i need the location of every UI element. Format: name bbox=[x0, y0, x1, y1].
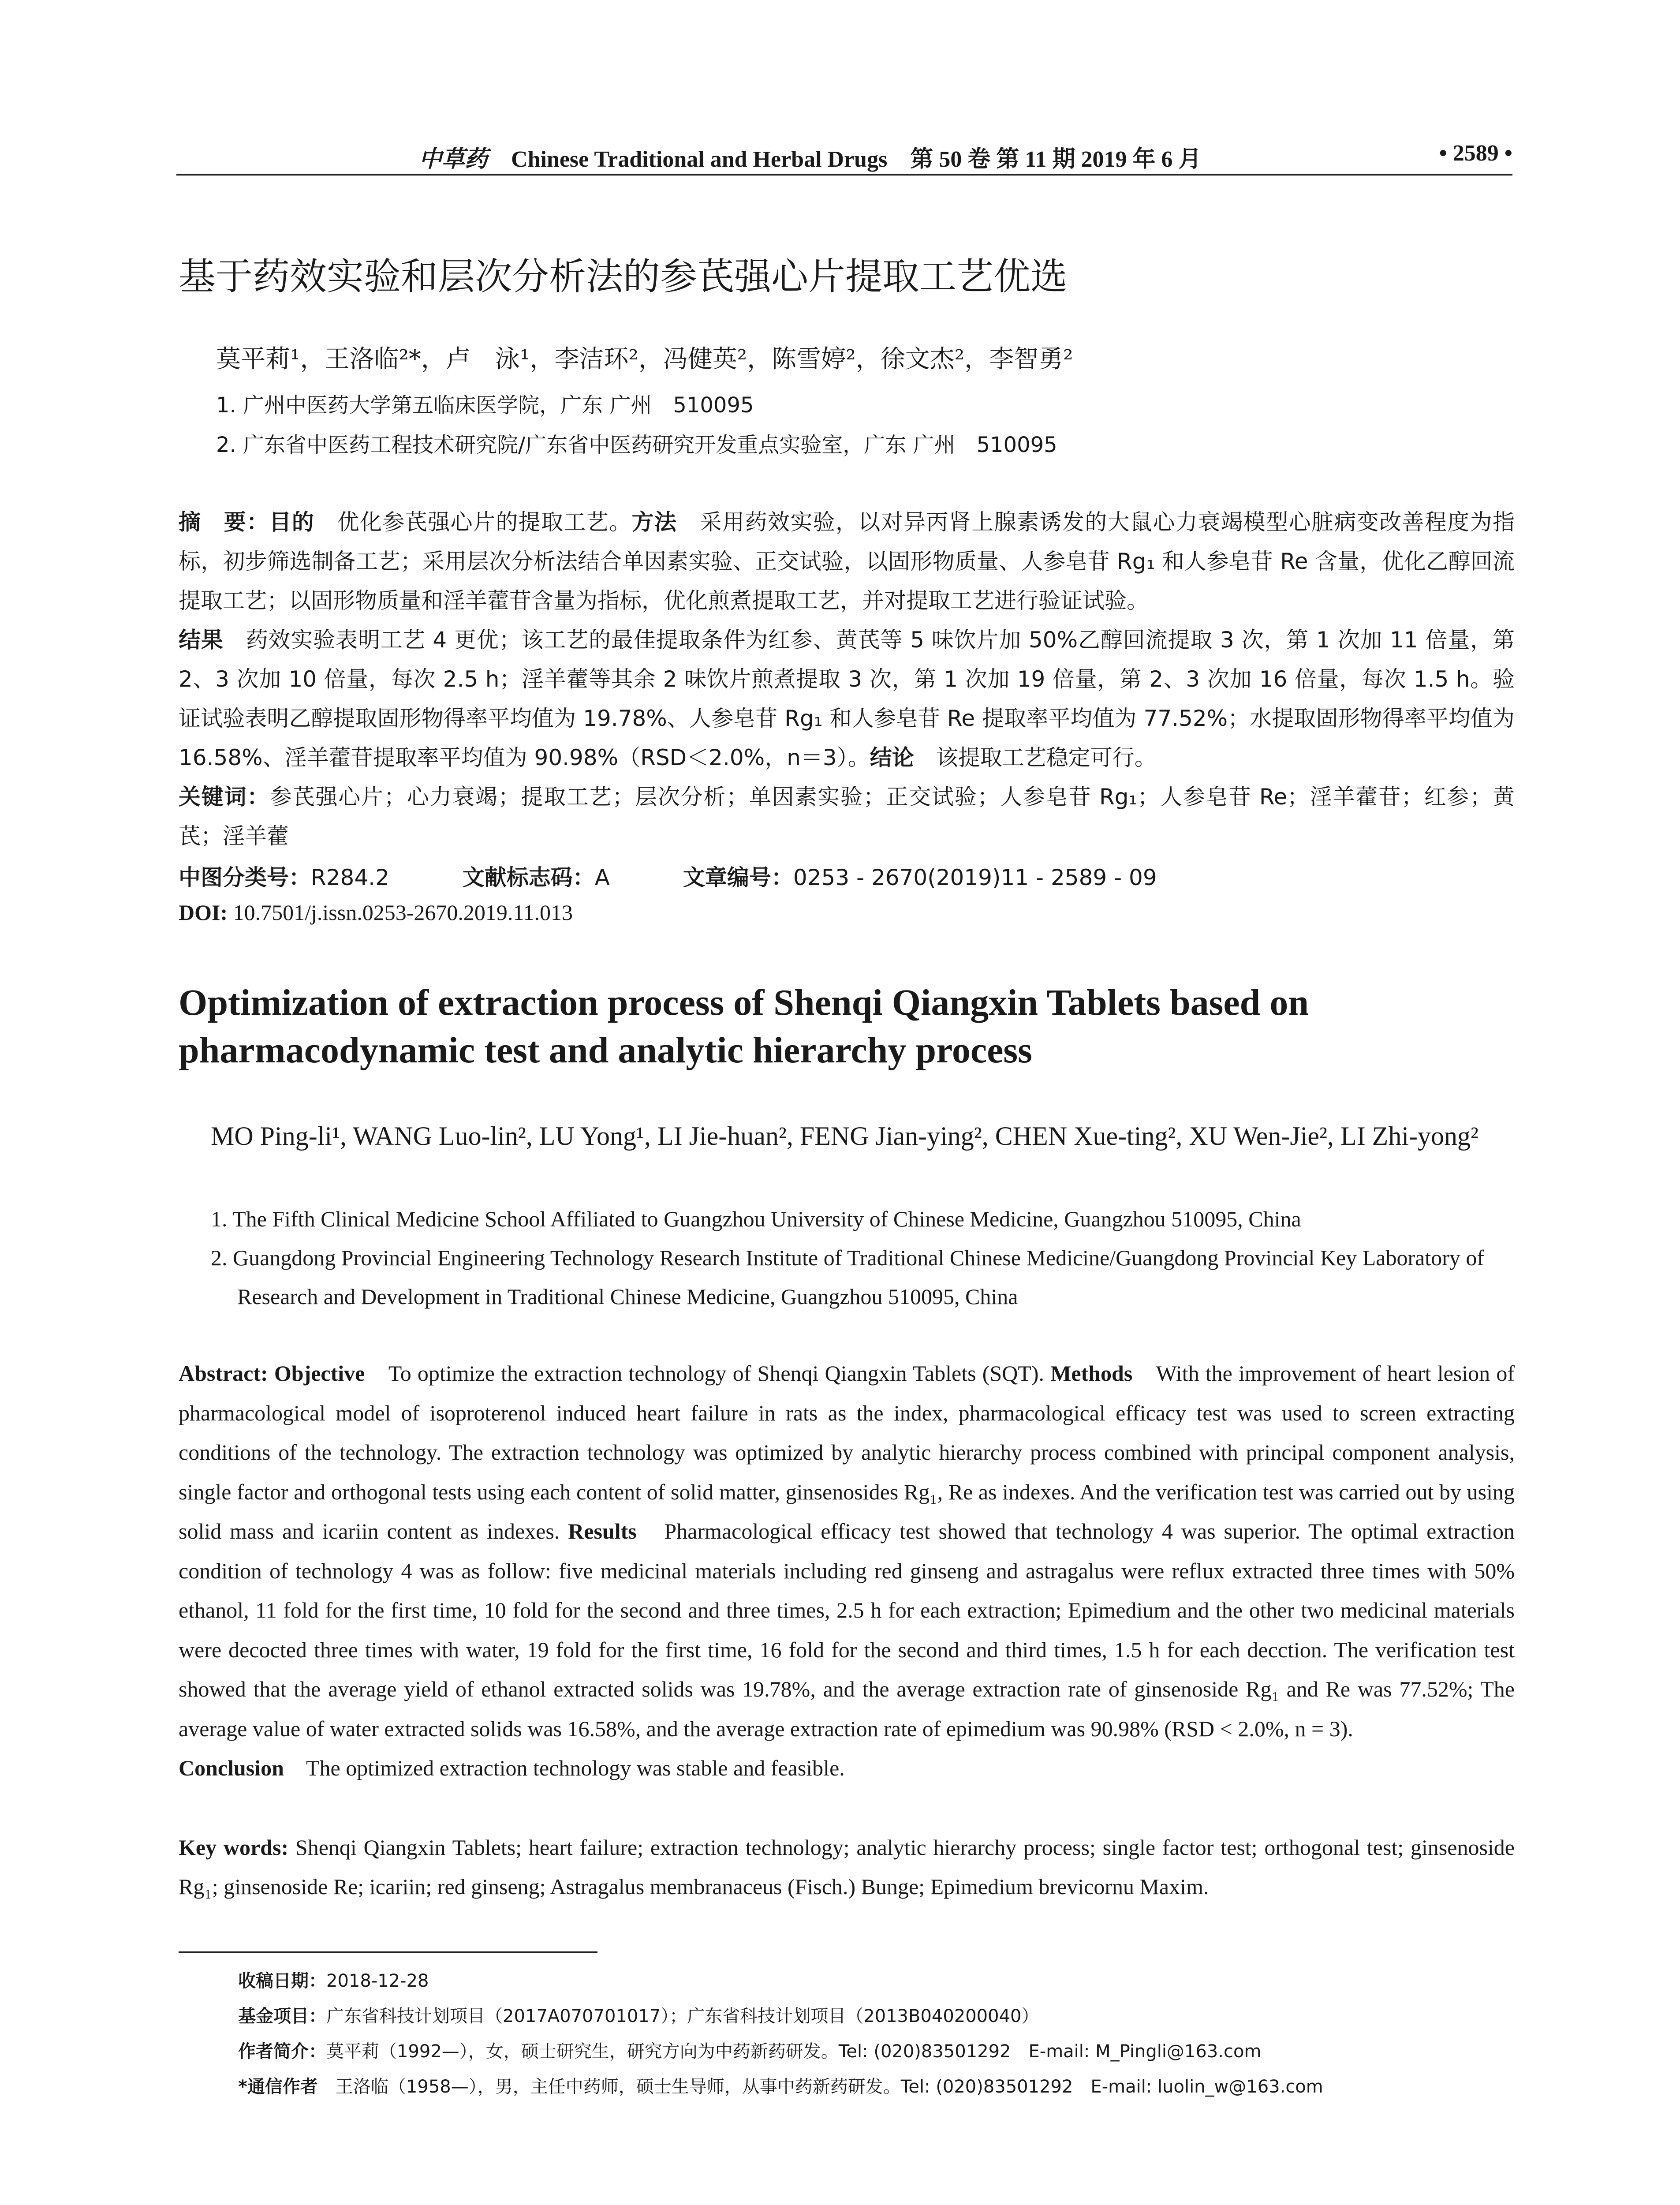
english-authors: MO Ping-li¹, WANG Luo-lin², LU Yong¹, LI Jie-huan², FENG Jian-ying², CHEN Xue-ting², XU Wen-Jie², LI Zhi-yong² bbox=[211, 1121, 1478, 1151]
english-title: Optimization of extraction process of Shenqi Qiangxin Tablets based on pharmacodynamic test and analytic hierarchy process bbox=[179, 982, 1309, 1071]
article-value: 0253 - 2670(2019)11 - 2589 - 09 bbox=[793, 865, 1157, 890]
doi-value[interactable]: 10.7501/j.issn.0253-2670.2019.11.013 bbox=[233, 900, 573, 925]
journal-header bbox=[419, 140, 1201, 173]
methods-label: 方法 bbox=[631, 509, 677, 535]
doc-label: 文献标志码： bbox=[462, 865, 595, 890]
clc-label: 中图分类号： bbox=[179, 865, 311, 890]
chinese-abstract bbox=[179, 503, 1515, 856]
results-text: 药效实验表明工艺 4 更优；该工艺的最佳提取条件为红参、黄芪等 5 味饮片加 50%乙醇回流提取 3 次，第 1 次加 11 倍量，第 2、3 次加 10 倍量，每次 2.5 h；淫羊藿等其余 2 味饮片煎煮提取 3 次，第 1 次加 19 倍量，第 2、3 次加 16 倍量，每次 1.5 h。验证试验表明乙醇提取固形物得率平均值为 19.78%、人参皂苷 Rg₁ 和人参皂苷 Re 提取率平均值为 77.52%；水提取固形物得率平均值为 16.58%、淫羊藿苷提取率平均值为 90.98%（RSD＜2.0%，n＝3）。 bbox=[179, 627, 1515, 770]
conclusion-label: 结论 bbox=[870, 745, 914, 770]
footnote-rule bbox=[179, 1951, 597, 1953]
clc-group bbox=[179, 865, 389, 890]
footnote-funding bbox=[238, 2002, 1039, 2027]
footnote-received bbox=[238, 1967, 429, 1992]
en-conclusion-label: Conclusion bbox=[179, 1756, 284, 1780]
footnote-label: 作者简介： bbox=[238, 2041, 326, 2062]
chinese-affiliation-1: 1. 广州中医药大学第五临床医学院，广东 广州 510095 bbox=[216, 393, 754, 418]
chinese-affiliation-2: 2. 广东省中医药工程技术研究院/广东省中医药研究开发重点实验室，广东 广州 510095 bbox=[216, 433, 1057, 457]
footnote-text: 2018-12-28 bbox=[326, 1971, 429, 1991]
english-abstract bbox=[179, 1354, 1515, 1788]
classification-line bbox=[179, 860, 1223, 892]
doc-group bbox=[463, 865, 610, 890]
english-affiliation-2: 2. Guangdong Provincial Engineering Technology Research Institute of Traditional Chinese Medicine/Guangdong Provincial Key Laboratory of Research and Development in Traditional Chinese Medicine, Guangzhou 510095, China bbox=[211, 1245, 1485, 1309]
english-keywords bbox=[179, 1828, 1515, 1906]
chinese-title: 基于药效实验和层次分析法的参芪强心片提取工艺优选 bbox=[179, 255, 1068, 298]
en-results-label: Results bbox=[568, 1519, 637, 1544]
footnote-label: *通信作者 bbox=[238, 2077, 318, 2097]
en-results-text: Pharmacological efficacy test showed that technology 4 was superior. The optimal extraction condition of technology 4 was as follow: five medicinal materials including red ginseng and astragalus were reflux extracted three times with 50% ethanol, 11 fold for the first time, 10 fold for the second and three times, 2.5 h for each extraction; Epimedium and the other two medicinal materials were decocted three times with water, 19 fold for the first time, 16 fold for the second and third times, 1.5 h for each decction. The verification test showed that the average yield of ethanol extracted solids was 19.78%, and the average extraction rate of ginsenoside Rg₁ and Re was 77.52%; The average value of water extracted solids was 16.58%, and the average extraction rate of epimedium was 90.98% (RSD < 2.0%, n = 3). bbox=[179, 1519, 1515, 1741]
doi-line bbox=[179, 900, 573, 925]
journal-info: Chinese Traditional and Herbal Drugs 第 50 卷 第 11 期 2019 年 6 月 bbox=[511, 147, 1202, 172]
en-objective-text: To optimize the extraction technology of Shenqi Qiangxin Tablets (SQT). bbox=[365, 1361, 1051, 1386]
en-methods-label: Methods bbox=[1050, 1361, 1133, 1386]
chinese-authors: 莫平莉¹，王洛临²*，卢 泳¹，李洁环²，冯健英²，陈雪婷²，徐文杰²，李智勇² bbox=[216, 345, 1073, 374]
en-methods-text: With the improvement of heart lesion of pharmacological model of isoproterenol induced heart failure in rats as the index, pharmacological efficacy test was used to screen extracting conditions of the technology. The extraction technology was optimized by analytic hierarchy process combined with principal component analysis, single factor and orthogonal tests using each content of solid matter, ginsenosides Rg₁, Re as indexes. And the verification test was carried out by using solid mass and icariin content as indexes. bbox=[179, 1361, 1515, 1544]
footnote-text: 王洛临（1958—），男，主任中药师，硕士生导师，从事中药新药研发。Tel: (020)83501292 E-mail: luolin_w@163.com bbox=[317, 2077, 1323, 2097]
abstract-label: 摘 要： bbox=[179, 509, 269, 535]
english-affiliation-1: 1. The Fifth Clinical Medicine School Affiliated to Guangzhou University of Chinese Medicine, Guangzhou 510095, China bbox=[211, 1207, 1301, 1231]
en-conclusion-text: The optimized extraction technology was stable and feasible. bbox=[284, 1756, 845, 1780]
footnote-corresponding bbox=[238, 2073, 1323, 2098]
article-label: 文章编号： bbox=[683, 865, 793, 890]
article-group bbox=[683, 865, 1157, 890]
en-keywords-text: Shenqi Qiangxin Tablets; heart failure; extraction technology; analytic hierarchy process; single factor test; orthogonal test; ginsenoside Rg₁; ginsenoside Re; icariin; red ginseng; Astragalus membranaceus (Fisch.) Bunge; Epimedium brevicornu Maxim. bbox=[179, 1835, 1515, 1899]
footnote-label: 基金项目： bbox=[238, 2006, 326, 2026]
keywords-label: 关键词： bbox=[179, 784, 270, 810]
running-header bbox=[176, 140, 1512, 176]
objective-text: 优化参芪强心片的提取工艺。 bbox=[314, 509, 632, 535]
page-number: • 2589 • bbox=[1439, 141, 1512, 166]
methods-text: 采用药效实验，以对异丙肾上腺素诱发的大鼠心力衰竭模型心脏病变改善程度为指标，初步筛选制备工艺；采用层次分析法结合单因素实验、正交试验，以固形物质量、人参皂苷 Rg₁ 和人参皂苷 Re 含量，优化乙醇回流提取工艺；以固形物质量和淫羊藿苷含量为指标，优化煎煮提取工艺，并对提取工艺进行验证试验。 bbox=[179, 509, 1515, 613]
clc-value: R284.2 bbox=[311, 865, 389, 890]
doi-label: DOI: bbox=[179, 900, 228, 925]
en-abstract-label: Abstract: Objective bbox=[179, 1361, 365, 1386]
footnote-author-bio bbox=[238, 2037, 1261, 2063]
journal-logo: 中草药 bbox=[419, 146, 488, 172]
results-label: 结果 bbox=[179, 627, 224, 653]
footnote-text: 广东省科技计划项目（2017A070701017）；广东省科技计划项目（2013B040200040） bbox=[326, 2006, 1039, 2026]
footnote-text: 莫平莉（1992—），女，硕士研究生，研究方向为中药新药研发。Tel: (020)83501292 E-mail: M_Pingli@163.com bbox=[326, 2041, 1262, 2062]
footnote-label: 收稿日期： bbox=[238, 1971, 326, 1991]
doc-value: A bbox=[594, 865, 610, 890]
keywords-text: 参芪强心片；心力衰竭；提取工艺；层次分析；单因素实验；正交试验；人参皂苷 Rg₁；人参皂苷 Re；淫羊藿苷；红参；黄芪；淫羊藿 bbox=[179, 784, 1515, 849]
objective-label: 目的 bbox=[269, 509, 315, 535]
conclusion-text: 该提取工艺稳定可行。 bbox=[914, 745, 1157, 770]
en-keywords-label: Key words: bbox=[179, 1835, 289, 1860]
